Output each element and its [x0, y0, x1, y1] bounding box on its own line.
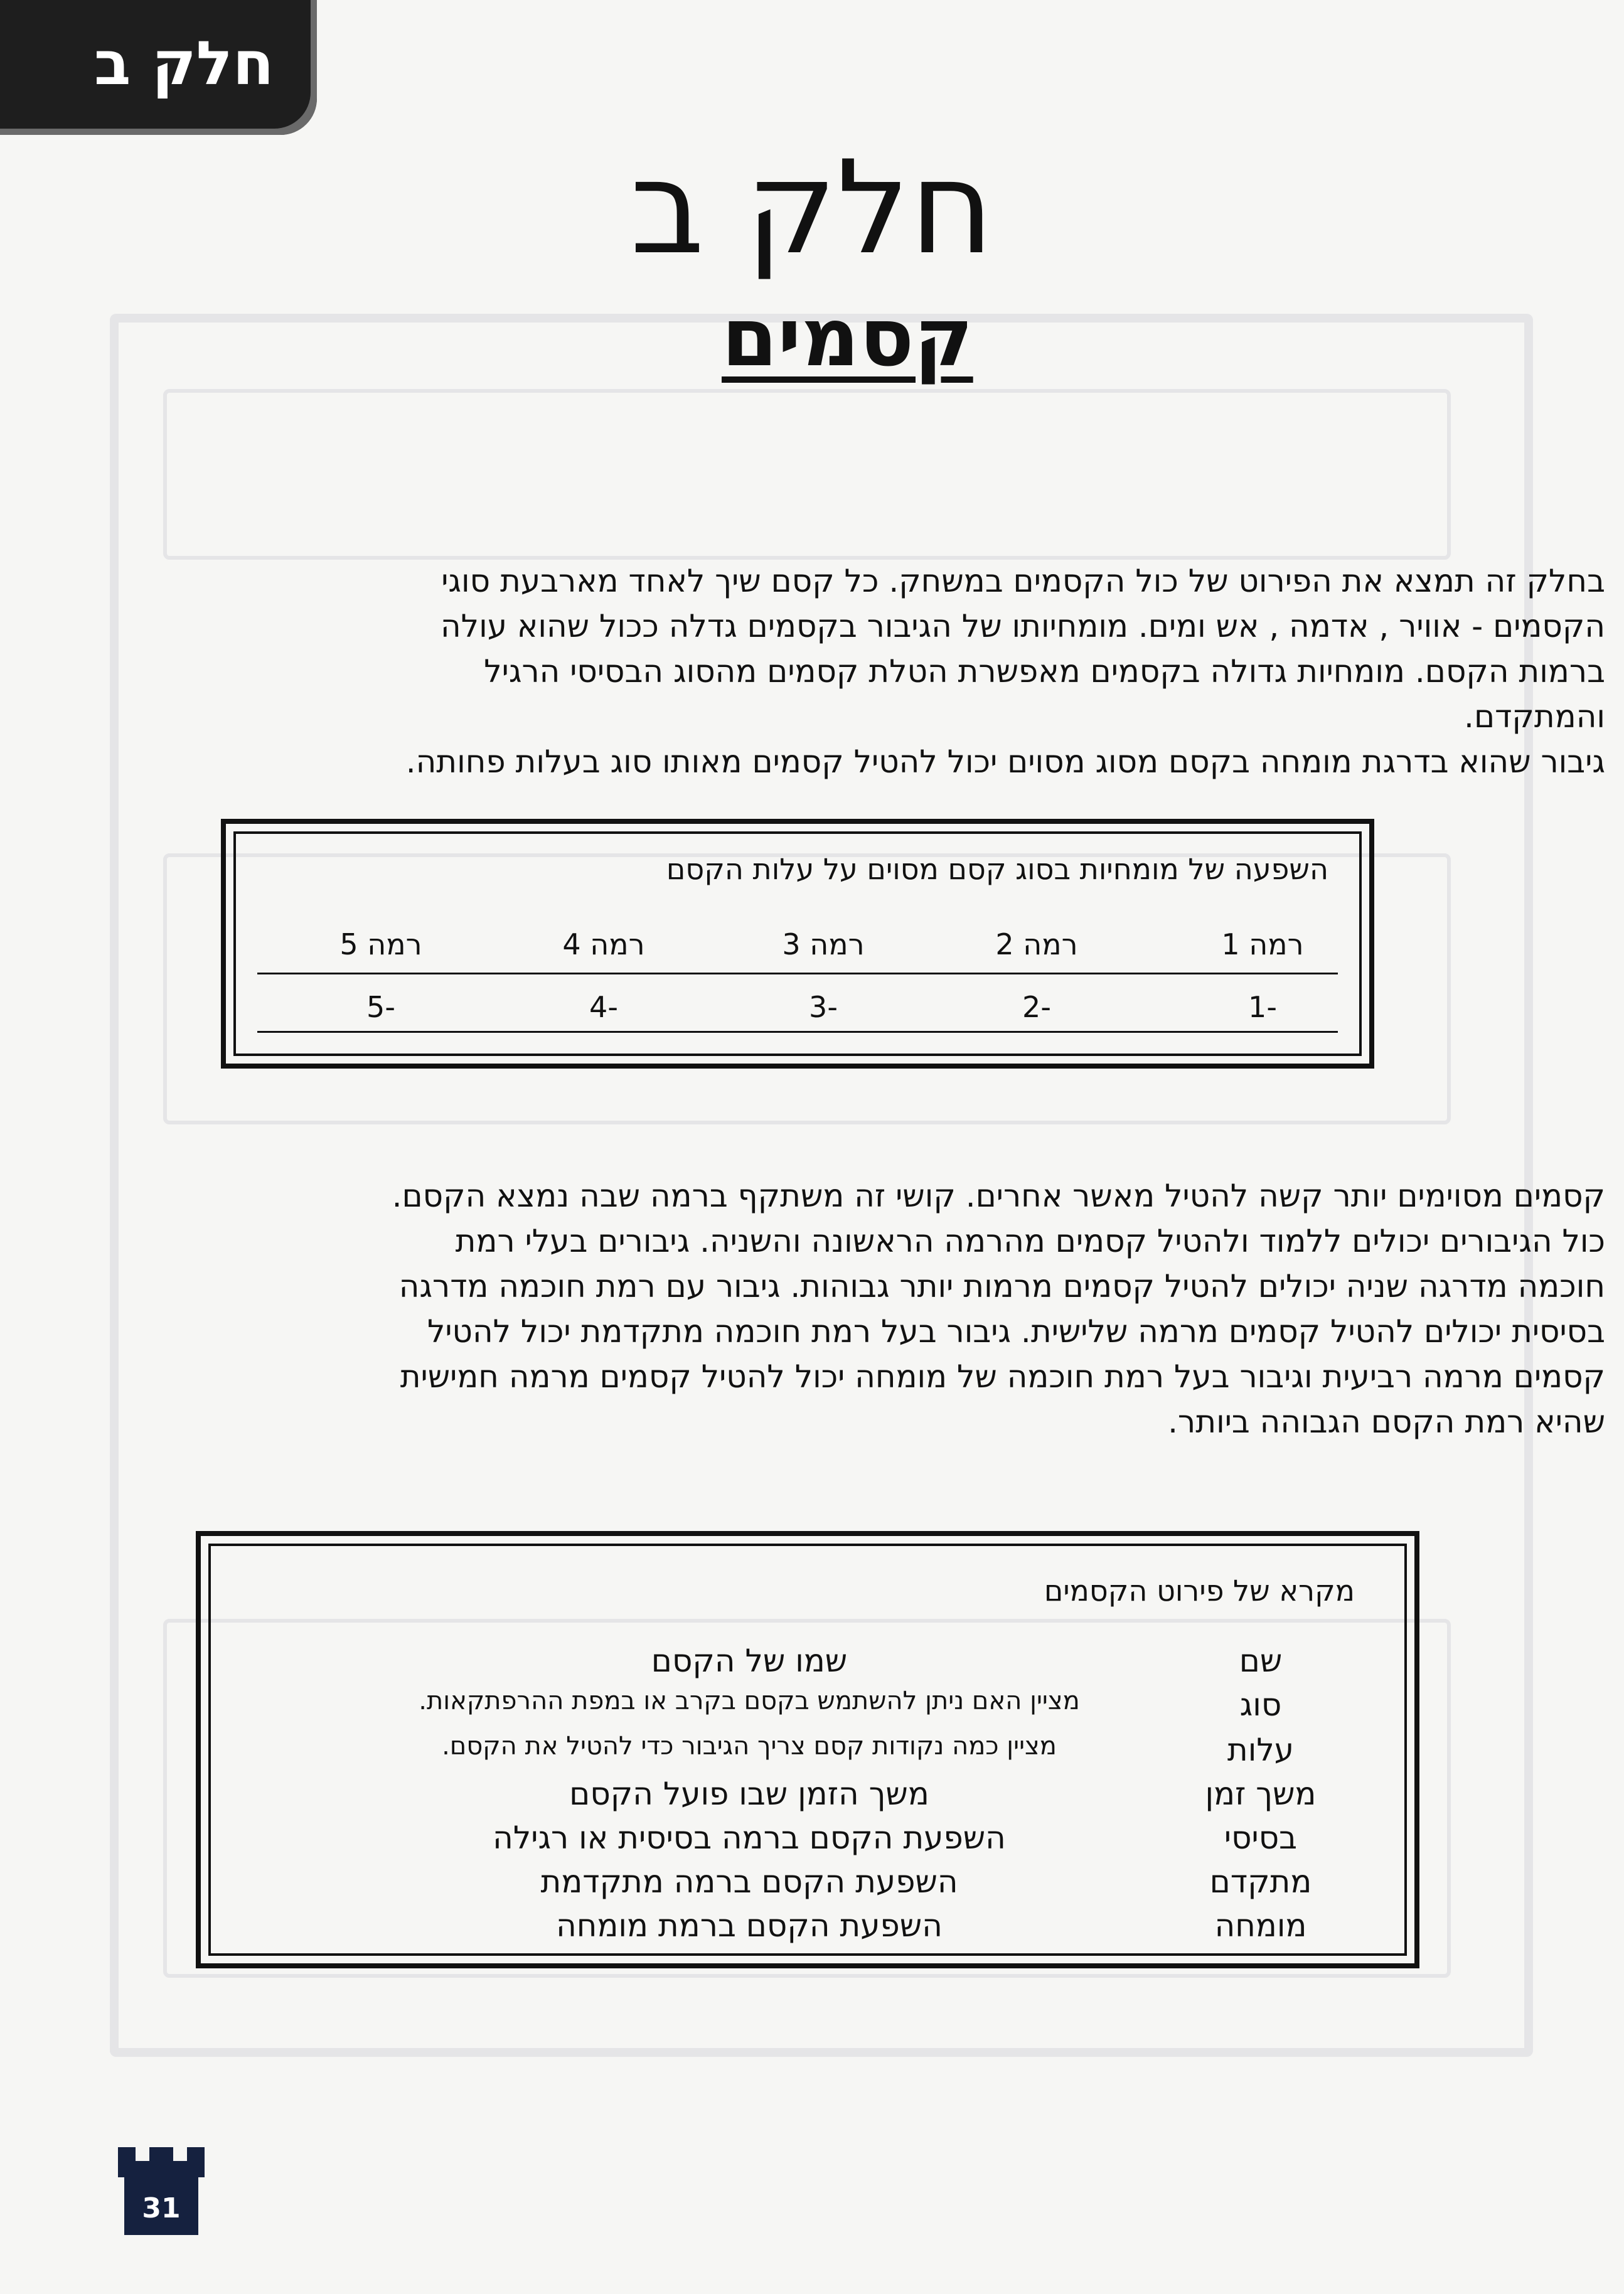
page-number-badge — [118, 2147, 205, 2235]
legend-row — [201, 1687, 1414, 1731]
legend-term: סוג — [1239, 1687, 1282, 1723]
intro-paragraph — [406, 558, 1605, 784]
legend-title: מקרא של פירוט הקסמים — [1044, 1574, 1355, 1608]
table-header-cell: רמה 5 — [339, 927, 422, 961]
legend-term: בסיסי — [1224, 1820, 1298, 1856]
table-header-cell: רמה 1 — [1221, 927, 1304, 961]
spell-levels-paragraph — [392, 1173, 1605, 1444]
table-cell: -3 — [809, 990, 838, 1024]
legend-description: מציין האם ניתן להשתמש בקסם בקרב או במפת ההרפתקאות. — [419, 1687, 1080, 1715]
paragraph-line: בסיסית יכולים להטיל קסמים מרמה שלישית. גיבור בעל רמת חוכמה מתקדמת יכול להטיל — [427, 1313, 1605, 1350]
table-header-cell: רמה 2 — [995, 927, 1078, 961]
paragraph-line: חוכמה מדרגה שניה יכולים להטיל קסמים מרמות יותר גבוהות. גיבור עם רמת חוכמה מדרגה — [398, 1268, 1605, 1304]
bleed-through-panel — [163, 389, 1451, 560]
table-cell: -2 — [1022, 990, 1051, 1024]
table-cell: -4 — [589, 990, 618, 1024]
legend-description: השפעת הקסם ברמה בסיסית או רגילה — [493, 1820, 1006, 1856]
intro-line: הקסמים - אוויר , אדמה , אש ומים. מומחיותו של הגיבור בקסמים גדלה ככול שהוא עולה — [441, 608, 1605, 644]
spell-legend-box — [196, 1531, 1419, 1968]
legend-term: משך זמן — [1205, 1776, 1317, 1812]
legend-description: משך הזמן שבו פועל הקסם — [569, 1776, 929, 1812]
table-header-cell: רמה 3 — [782, 927, 865, 961]
legend-row — [201, 1776, 1414, 1820]
table-divider — [257, 1031, 1338, 1033]
legend-term: שם — [1239, 1643, 1283, 1679]
paragraph-line: כול הגיבורים יכולים ללמוד ולהטיל קסמים מהרמה הראשונה והשניה. גיבורים בעלי רמת — [455, 1223, 1605, 1259]
page-title: חלק ב — [630, 134, 994, 283]
intro-line: גיבור שהוא בדרגת מומחה בקסם מסוג מסוים יכול להטיל קסמים מאותו סוג בעלות פחותה. — [405, 744, 1605, 780]
page-number: 31 — [142, 2192, 181, 2224]
page-subtitle: קסמים — [722, 291, 973, 385]
intro-line: ברמות הקסם. מומחיות גדולה בקסמים מאפשרת הטלת קסמים מהסוג הבסיסי הרגיל — [484, 653, 1605, 690]
legend-term: מומחה — [1214, 1907, 1307, 1944]
cost-table-caption: השפעה של מומחיות בסוג קסם מסוים על עלות הקסם — [666, 852, 1328, 886]
table-divider — [257, 973, 1338, 974]
intro-line: והמתקדם. — [1464, 698, 1605, 735]
legend-row — [201, 1864, 1414, 1907]
legend-row — [201, 1907, 1414, 1951]
section-tab-label: חלק ב — [94, 28, 274, 99]
section-tab — [0, 0, 317, 135]
intro-line: בחלק זה תמצא את הפירוט של כול הקסמים במשחק. כל קסם שיך לאחד מארבעת סוגי — [441, 563, 1605, 599]
legend-row — [201, 1732, 1414, 1776]
paragraph-line: שהיא רמת הקסם הגבוהה ביותר. — [1168, 1404, 1605, 1440]
legend-description: שמו של הקסם — [651, 1643, 848, 1679]
paragraph-line: קסמים מרמה רביעית וגיבור בעל רמת חוכמה של מומחה יכול להטיל קסמים מרמה חמישית — [400, 1358, 1605, 1395]
table-header-cell: רמה 4 — [562, 927, 645, 961]
table-cell: -1 — [1248, 990, 1277, 1024]
legend-row — [201, 1820, 1414, 1864]
legend-row — [201, 1643, 1414, 1687]
legend-description: מציין כמה נקודות קסם צריך הגיבור כדי להטיל את הקסם. — [442, 1732, 1057, 1761]
legend-description: השפעת הקסם ברמת מומחה — [556, 1907, 943, 1944]
table-cell: -5 — [366, 990, 395, 1024]
cost-table-box — [221, 819, 1374, 1069]
legend-term: עלות — [1227, 1732, 1295, 1768]
legend-description: השפעת הקסם ברמה מתקדמת — [540, 1864, 958, 1900]
paragraph-line: קסמים מסוימים יותר קשה להטיל מאשר אחרים. קושי זה משתקף ברמה שבה נמצא הקסם. — [392, 1178, 1605, 1214]
legend-term: מתקדם — [1209, 1864, 1312, 1900]
